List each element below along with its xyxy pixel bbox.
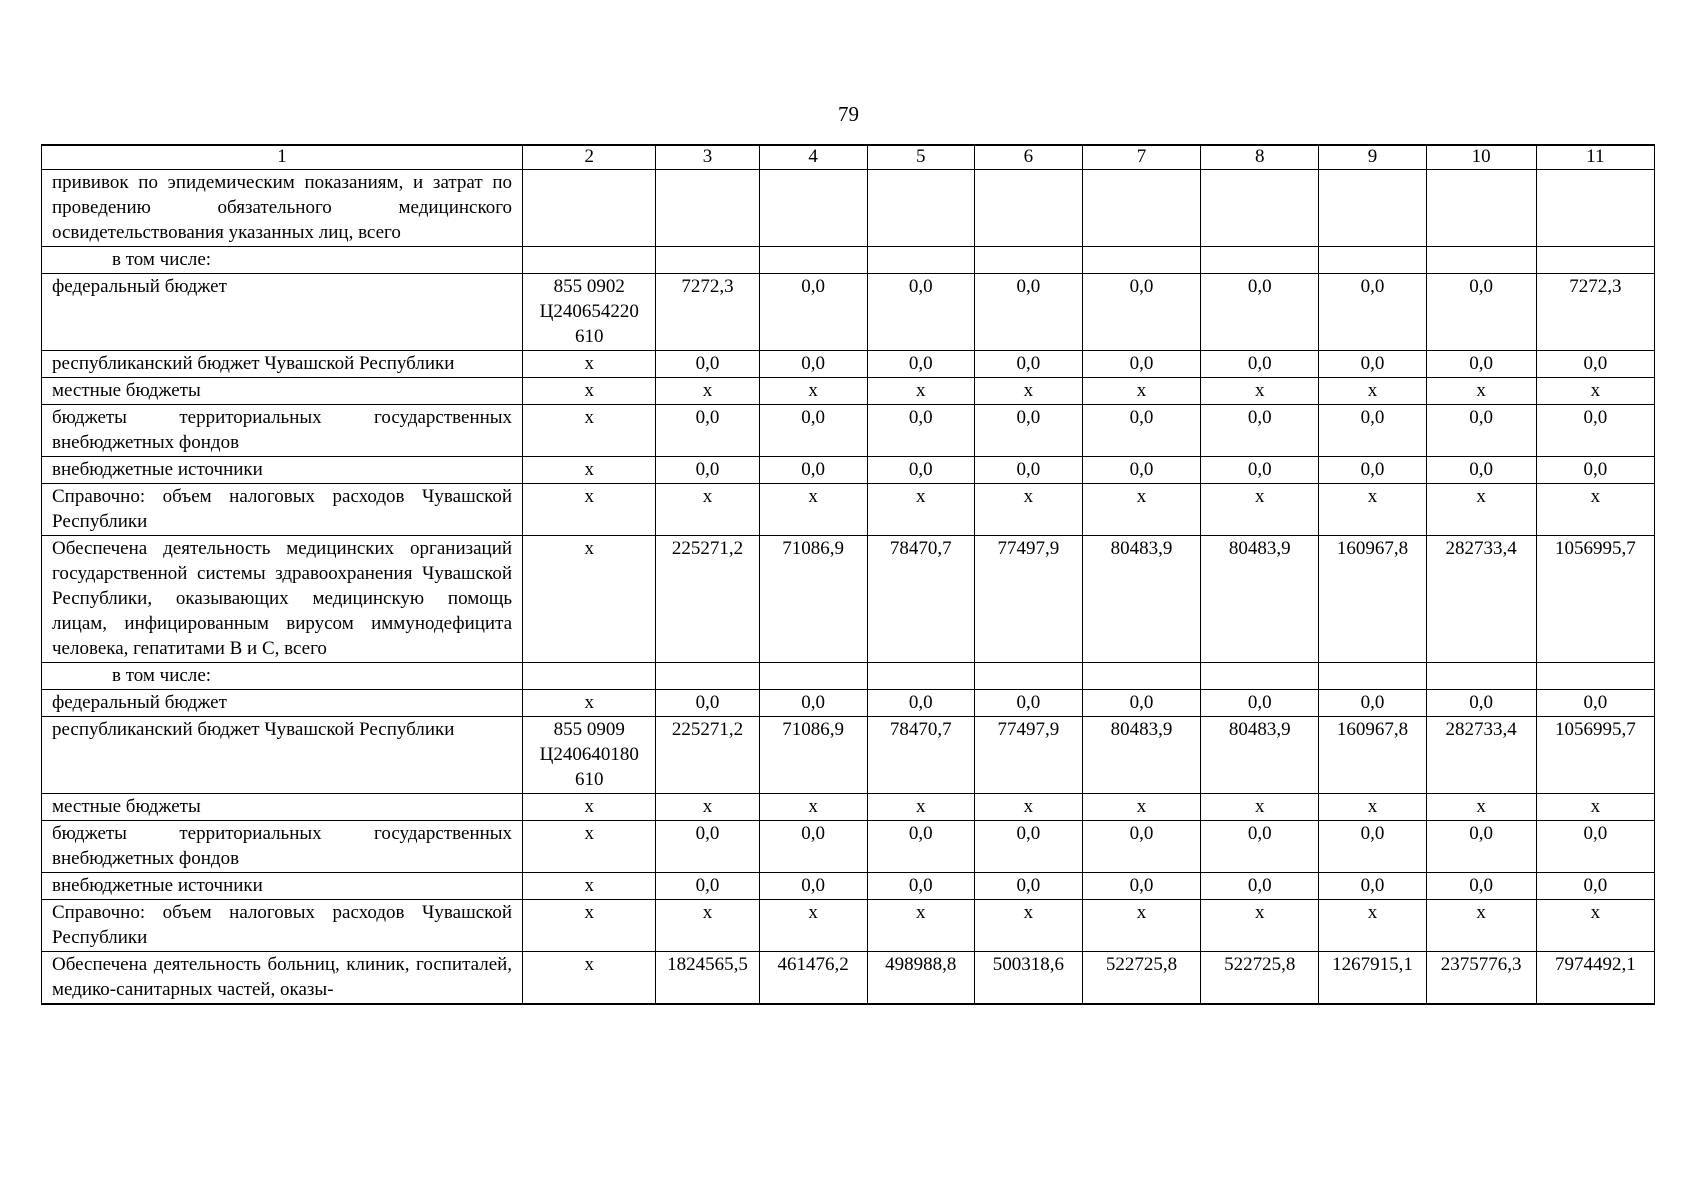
budget-code-cell [523, 247, 656, 274]
value-cell [1082, 170, 1200, 247]
row-label: в том числе: [42, 247, 523, 274]
value-cell: 0,0 [656, 405, 759, 457]
row-label: Обеспечена деятельность медицинских организаций государственной системы здравоохранения Чувашской Республики, оказывающих медицинскую помощь лицам, инфицированным вирусом иммунодефицита человека, гепатитами B и C, всего [42, 536, 523, 663]
value-cell: 0,0 [974, 821, 1082, 873]
value-cell: x [867, 484, 974, 536]
table-row [42, 821, 1655, 873]
table-row [42, 170, 1655, 247]
value-cell [1319, 663, 1426, 690]
value-cell: 0,0 [1536, 873, 1654, 900]
value-cell: 0,0 [1426, 873, 1536, 900]
value-cell: 225271,2 [656, 536, 759, 663]
value-cell: x [867, 794, 974, 821]
value-cell [656, 247, 759, 274]
value-cell: x [1536, 484, 1654, 536]
value-cell [759, 247, 867, 274]
value-cell: x [974, 378, 1082, 405]
value-cell: 0,0 [759, 274, 867, 351]
table-row [42, 484, 1655, 536]
value-cell: x [656, 900, 759, 952]
value-cell [656, 663, 759, 690]
value-cell: 0,0 [1536, 690, 1654, 717]
value-cell: 498988,8 [867, 952, 974, 1005]
value-cell [867, 247, 974, 274]
column-number: 2 [523, 145, 656, 170]
value-cell [1319, 247, 1426, 274]
value-cell: 0,0 [867, 821, 974, 873]
value-cell: x [1536, 900, 1654, 952]
value-cell: 7272,3 [1536, 274, 1654, 351]
value-cell: 0,0 [1082, 457, 1200, 484]
value-cell: 0,0 [759, 821, 867, 873]
row-label: республиканский бюджет Чувашской Республики [42, 717, 523, 794]
table-row [42, 663, 1655, 690]
column-number: 7 [1082, 145, 1200, 170]
value-cell: 225271,2 [656, 717, 759, 794]
value-cell: 0,0 [1536, 351, 1654, 378]
value-cell: 0,0 [1319, 873, 1426, 900]
value-cell: 461476,2 [759, 952, 867, 1005]
column-number: 5 [867, 145, 974, 170]
value-cell: 0,0 [1201, 274, 1319, 351]
value-cell: x [1319, 900, 1426, 952]
value-cell: x [1536, 794, 1654, 821]
value-cell: 0,0 [1536, 821, 1654, 873]
value-cell: x [759, 900, 867, 952]
value-cell: 282733,4 [1426, 717, 1536, 794]
row-label: бюджеты территориальных государственных внебюджетных фондов [42, 821, 523, 873]
value-cell: 0,0 [1201, 457, 1319, 484]
value-cell: x [1082, 900, 1200, 952]
value-cell: 0,0 [974, 274, 1082, 351]
value-cell: 0,0 [1426, 821, 1536, 873]
value-cell: 0,0 [1082, 873, 1200, 900]
budget-table [41, 144, 1655, 1005]
row-label: республиканский бюджет Чувашской Республики [42, 351, 523, 378]
value-cell: x [1426, 484, 1536, 536]
value-cell: 0,0 [1082, 690, 1200, 717]
value-cell: x [974, 484, 1082, 536]
value-cell [759, 170, 867, 247]
value-cell [867, 663, 974, 690]
value-cell: 0,0 [656, 873, 759, 900]
table-row [42, 536, 1655, 663]
value-cell: 160967,8 [1319, 717, 1426, 794]
value-cell [974, 663, 1082, 690]
value-cell: x [1082, 484, 1200, 536]
value-cell: 80483,9 [1201, 717, 1319, 794]
value-cell [1426, 247, 1536, 274]
value-cell: 0,0 [1201, 405, 1319, 457]
column-number: 3 [656, 145, 759, 170]
value-cell: x [759, 484, 867, 536]
value-cell: x [656, 794, 759, 821]
budget-code-cell [523, 170, 656, 247]
value-cell [759, 663, 867, 690]
budget-code-cell: x [523, 536, 656, 663]
value-cell: 0,0 [867, 351, 974, 378]
value-cell: 80483,9 [1082, 717, 1200, 794]
value-cell: x [867, 900, 974, 952]
table-row [42, 378, 1655, 405]
row-label: Справочно: объем налоговых расходов Чувашской Республики [42, 484, 523, 536]
row-label: бюджеты территориальных государственных внебюджетных фондов [42, 405, 523, 457]
value-cell: x [656, 484, 759, 536]
budget-code-cell: x [523, 351, 656, 378]
value-cell: 1267915,1 [1319, 952, 1426, 1005]
value-cell: 0,0 [759, 351, 867, 378]
row-label: федеральный бюджет [42, 690, 523, 717]
value-cell: x [1426, 794, 1536, 821]
budget-code-cell: x [523, 821, 656, 873]
value-cell: 0,0 [1201, 821, 1319, 873]
value-cell: x [1319, 378, 1426, 405]
value-cell [1426, 663, 1536, 690]
value-cell [1319, 170, 1426, 247]
value-cell: 282733,4 [1426, 536, 1536, 663]
value-cell [656, 170, 759, 247]
value-cell: 77497,9 [974, 536, 1082, 663]
value-cell: 78470,7 [867, 536, 974, 663]
budget-code-cell [523, 663, 656, 690]
value-cell: 0,0 [759, 457, 867, 484]
table-row [42, 690, 1655, 717]
value-cell: 0,0 [1319, 457, 1426, 484]
value-cell: x [1082, 378, 1200, 405]
row-label: внебюджетные источники [42, 873, 523, 900]
value-cell: 0,0 [974, 457, 1082, 484]
value-cell: x [1201, 378, 1319, 405]
value-cell: 0,0 [1426, 274, 1536, 351]
budget-code-cell: x [523, 900, 656, 952]
value-cell: 0,0 [974, 351, 1082, 378]
value-cell: x [1082, 794, 1200, 821]
row-label: прививок по эпидемическим показаниям, и затрат по проведению обязательного медицинского освидетельствования указанных лиц, всего [42, 170, 523, 247]
value-cell: 1824565,5 [656, 952, 759, 1005]
value-cell: 0,0 [1319, 821, 1426, 873]
value-cell: x [1201, 900, 1319, 952]
value-cell [1201, 247, 1319, 274]
value-cell: 0,0 [1319, 351, 1426, 378]
row-label: в том числе: [42, 663, 523, 690]
budget-code-cell: x [523, 794, 656, 821]
value-cell: 0,0 [1319, 690, 1426, 717]
value-cell: 80483,9 [1082, 536, 1200, 663]
value-cell: 522725,8 [1082, 952, 1200, 1005]
value-cell: 0,0 [656, 690, 759, 717]
value-cell: x [1319, 794, 1426, 821]
value-cell [1201, 170, 1319, 247]
value-cell: 0,0 [1426, 457, 1536, 484]
value-cell: 0,0 [759, 405, 867, 457]
table-row [42, 247, 1655, 274]
value-cell: 7272,3 [656, 274, 759, 351]
value-cell: 2375776,3 [1426, 952, 1536, 1005]
table-row [42, 717, 1655, 794]
value-cell [1201, 663, 1319, 690]
column-number: 8 [1201, 145, 1319, 170]
budget-code-cell: 855 0909 Ц240640180 610 [523, 717, 656, 794]
budget-code-cell: 855 0902 Ц240654220 610 [523, 274, 656, 351]
value-cell: 78470,7 [867, 717, 974, 794]
row-label: Справочно: объем налоговых расходов Чувашской Республики [42, 900, 523, 952]
column-number: 9 [1319, 145, 1426, 170]
value-cell: 0,0 [656, 821, 759, 873]
value-cell: x [1536, 378, 1654, 405]
value-cell: 0,0 [974, 873, 1082, 900]
value-cell: 0,0 [1082, 351, 1200, 378]
value-cell: x [1426, 900, 1536, 952]
budget-code-cell: x [523, 873, 656, 900]
column-number: 10 [1426, 145, 1536, 170]
value-cell: 0,0 [1082, 274, 1200, 351]
page-number: 79 [838, 102, 859, 126]
table-row [42, 900, 1655, 952]
value-cell [974, 247, 1082, 274]
value-cell [867, 170, 974, 247]
value-cell: 0,0 [867, 690, 974, 717]
value-cell: 0,0 [1082, 405, 1200, 457]
value-cell: x [1319, 484, 1426, 536]
value-cell: x [1426, 378, 1536, 405]
value-cell: 0,0 [1426, 351, 1536, 378]
value-cell: x [656, 378, 759, 405]
value-cell [1082, 247, 1200, 274]
value-cell: 0,0 [1201, 690, 1319, 717]
value-cell [1536, 170, 1654, 247]
value-cell [1536, 663, 1654, 690]
column-number: 6 [974, 145, 1082, 170]
budget-code-cell: x [523, 378, 656, 405]
value-cell: x [759, 378, 867, 405]
table-row [42, 351, 1655, 378]
value-cell: 522725,8 [1201, 952, 1319, 1005]
value-cell: 1056995,7 [1536, 536, 1654, 663]
budget-code-cell: x [523, 484, 656, 536]
table-row [42, 873, 1655, 900]
value-cell: 500318,6 [974, 952, 1082, 1005]
row-label: федеральный бюджет [42, 274, 523, 351]
value-cell [1082, 663, 1200, 690]
value-cell [974, 170, 1082, 247]
value-cell: 0,0 [1426, 405, 1536, 457]
value-cell: 0,0 [1319, 274, 1426, 351]
value-cell: 0,0 [867, 873, 974, 900]
column-number: 11 [1536, 145, 1654, 170]
value-cell: 0,0 [974, 405, 1082, 457]
table-row [42, 274, 1655, 351]
value-cell: 0,0 [1082, 821, 1200, 873]
value-cell: 7974492,1 [1536, 952, 1654, 1005]
column-number-row [42, 145, 1655, 170]
value-cell: 0,0 [1536, 405, 1654, 457]
row-label: местные бюджеты [42, 378, 523, 405]
value-cell: 160967,8 [1319, 536, 1426, 663]
table-row [42, 457, 1655, 484]
value-cell: 0,0 [1319, 405, 1426, 457]
value-cell: 1056995,7 [1536, 717, 1654, 794]
table-row [42, 405, 1655, 457]
value-cell: x [974, 900, 1082, 952]
value-cell: x [1201, 794, 1319, 821]
value-cell: 71086,9 [759, 717, 867, 794]
column-number: 4 [759, 145, 867, 170]
value-cell: 0,0 [759, 873, 867, 900]
value-cell: x [1201, 484, 1319, 536]
value-cell [1426, 170, 1536, 247]
value-cell: 0,0 [1536, 457, 1654, 484]
table-row [42, 794, 1655, 821]
value-cell: 0,0 [656, 457, 759, 484]
value-cell: 71086,9 [759, 536, 867, 663]
value-cell: 0,0 [759, 690, 867, 717]
budget-code-cell: x [523, 457, 656, 484]
value-cell: 0,0 [867, 405, 974, 457]
value-cell: 0,0 [1426, 690, 1536, 717]
value-cell: 0,0 [974, 690, 1082, 717]
value-cell: x [759, 794, 867, 821]
value-cell [1536, 247, 1654, 274]
value-cell: 77497,9 [974, 717, 1082, 794]
value-cell: x [974, 794, 1082, 821]
value-cell: 0,0 [1201, 873, 1319, 900]
row-label: местные бюджеты [42, 794, 523, 821]
budget-code-cell: x [523, 690, 656, 717]
row-label: Обеспечена деятельность больниц, клиник, госпиталей, медико-санитарных частей, оказы- [42, 952, 523, 1005]
value-cell: 0,0 [656, 351, 759, 378]
budget-code-cell: x [523, 405, 656, 457]
value-cell: x [867, 378, 974, 405]
value-cell: 80483,9 [1201, 536, 1319, 663]
table-row [42, 952, 1655, 1005]
value-cell: 0,0 [867, 457, 974, 484]
column-number: 1 [42, 145, 523, 170]
value-cell: 0,0 [1201, 351, 1319, 378]
budget-code-cell: x [523, 952, 656, 1005]
value-cell: 0,0 [867, 274, 974, 351]
row-label: внебюджетные источники [42, 457, 523, 484]
